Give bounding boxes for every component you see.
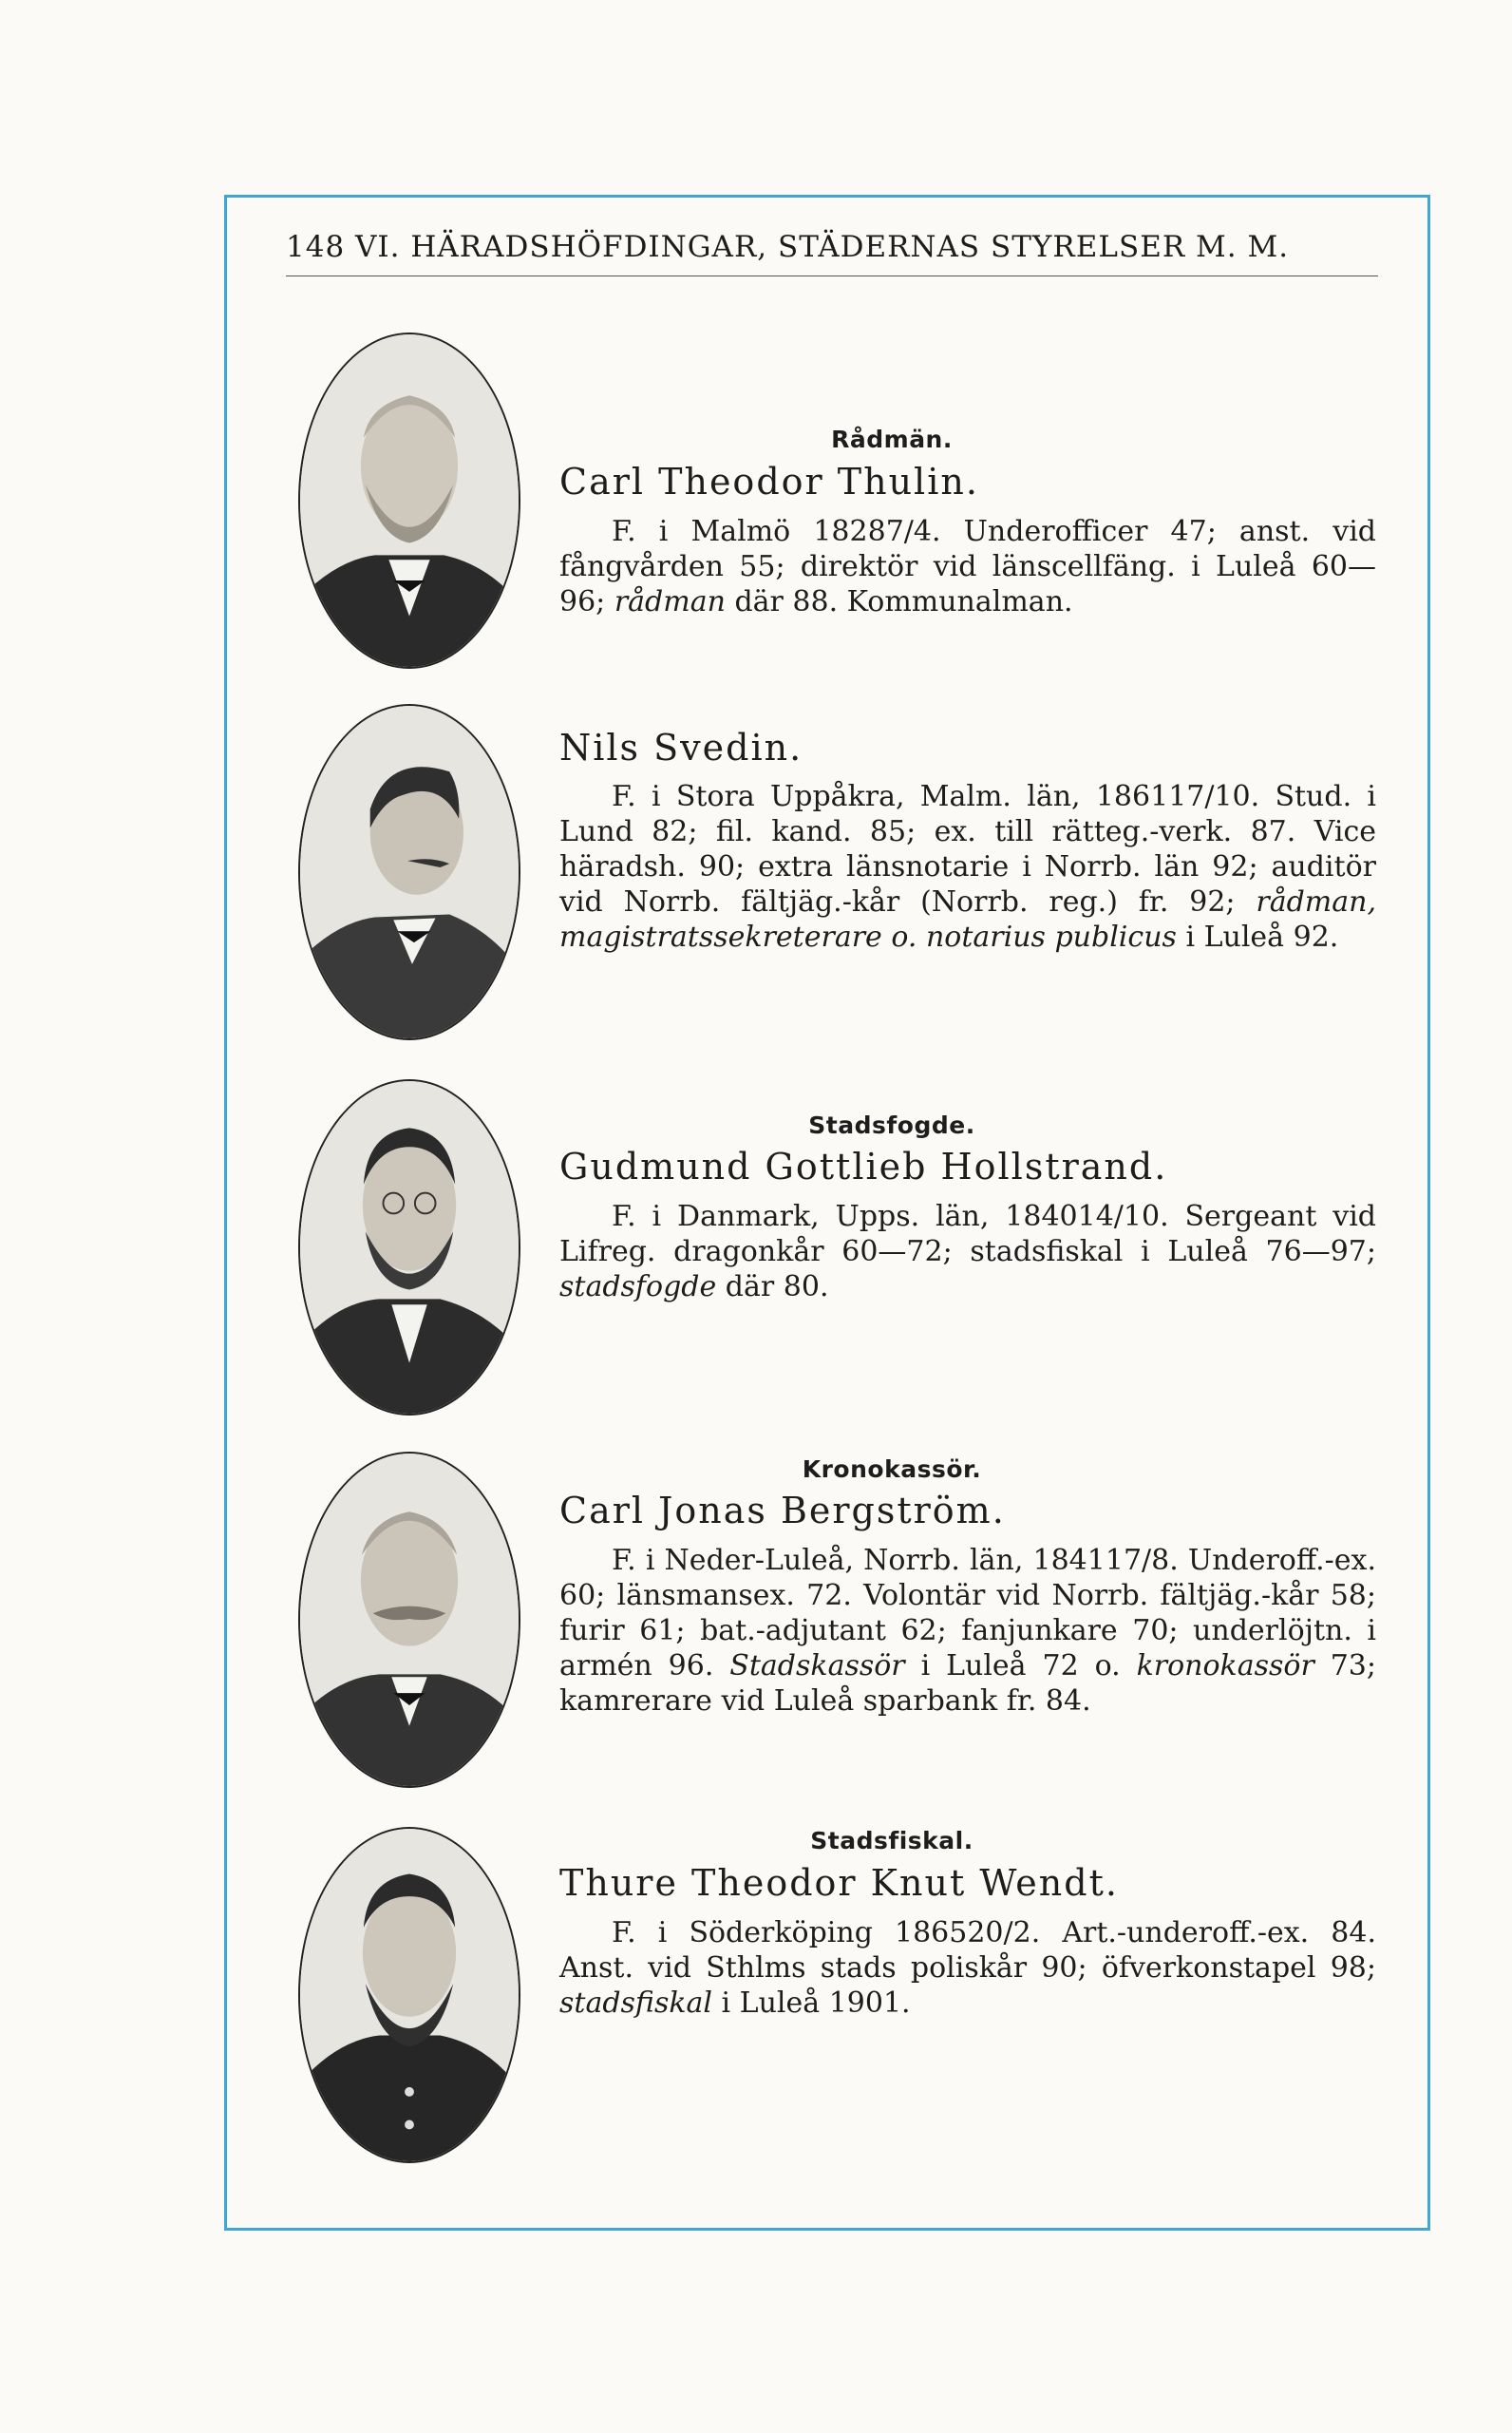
person-bio: F. i Stora Uppåkra, Malm. län, 186117/10. Stud. i Lund 82; fil. kand. 85; ex. till rätteg.-verk. 87. Vice häradsh. 90; extra länsnotarie i Norrb. län 92; auditör vid Norrb. fältjäg.-kår (Norrb. reg.) fr. 92; rådman, magistratssekreterare o. notarius publicus i Luleå 92.: [559, 780, 1376, 954]
running-header: 148 VI. HÄRADSHÖFDINGAR, STÄDERNAS STYRELSER M. M.: [286, 230, 1290, 264]
portrait-photo: [298, 1827, 520, 2163]
role-heading: Stadsfiskal.: [810, 1827, 973, 1854]
person-name: Carl Theodor Thulin.: [559, 461, 979, 503]
portrait-photo: [298, 333, 520, 669]
person-name: Nils Svedin.: [559, 727, 803, 769]
person-name: Thure Theodor Knut Wendt.: [559, 1862, 1119, 1904]
person-name: Gudmund Gottlieb Hollstrand.: [559, 1146, 1168, 1188]
role-heading: Stadsfogde.: [808, 1112, 975, 1139]
portrait-photo: [298, 704, 520, 1040]
person-bio: F. i Neder-Luleå, Norrb. län, 184117/8. Underoff.-ex. 60; länsmansex. 72. Volontär vid Norrb. fältjäg.-kår 58; furir 61; bat.-adjutant 62; fanjunkare 70; underlöjtn. i armén 96. Stadskassör i Luleå 72 o. kronokassör 73; kamrerare vid Luleå sparbank fr. 84.: [559, 1544, 1376, 1718]
portrait-photo: [298, 1452, 520, 1788]
page-frame: [224, 195, 1430, 2231]
person-bio: F. i Malmö 18287/4. Underofficer 47; anst. vid fångvården 55; direktör vid länscellfäng. i Luleå 60—96; rådman där 88. Kommunalman.: [559, 515, 1376, 618]
person-bio: F. i Danmark, Upps. län, 184014/10. Sergeant vid Lifreg. dragonkår 60—72; stadsfiskal i Luleå 76—97; stadsfogde där 80.: [559, 1200, 1376, 1303]
portrait-photo: [298, 1079, 520, 1416]
role-heading: Kronokassör.: [802, 1455, 982, 1483]
role-heading: Rådmän.: [831, 426, 953, 453]
person-name: Carl Jonas Bergström.: [559, 1490, 1006, 1531]
person-bio: F. i Söderköping 186520/2. Art.-underoff.-ex. 84. Anst. vid Sthlms stads poliskår 90; öfverkonstapel 98; stadsfiskal i Luleå 1901.: [559, 1916, 1376, 2020]
